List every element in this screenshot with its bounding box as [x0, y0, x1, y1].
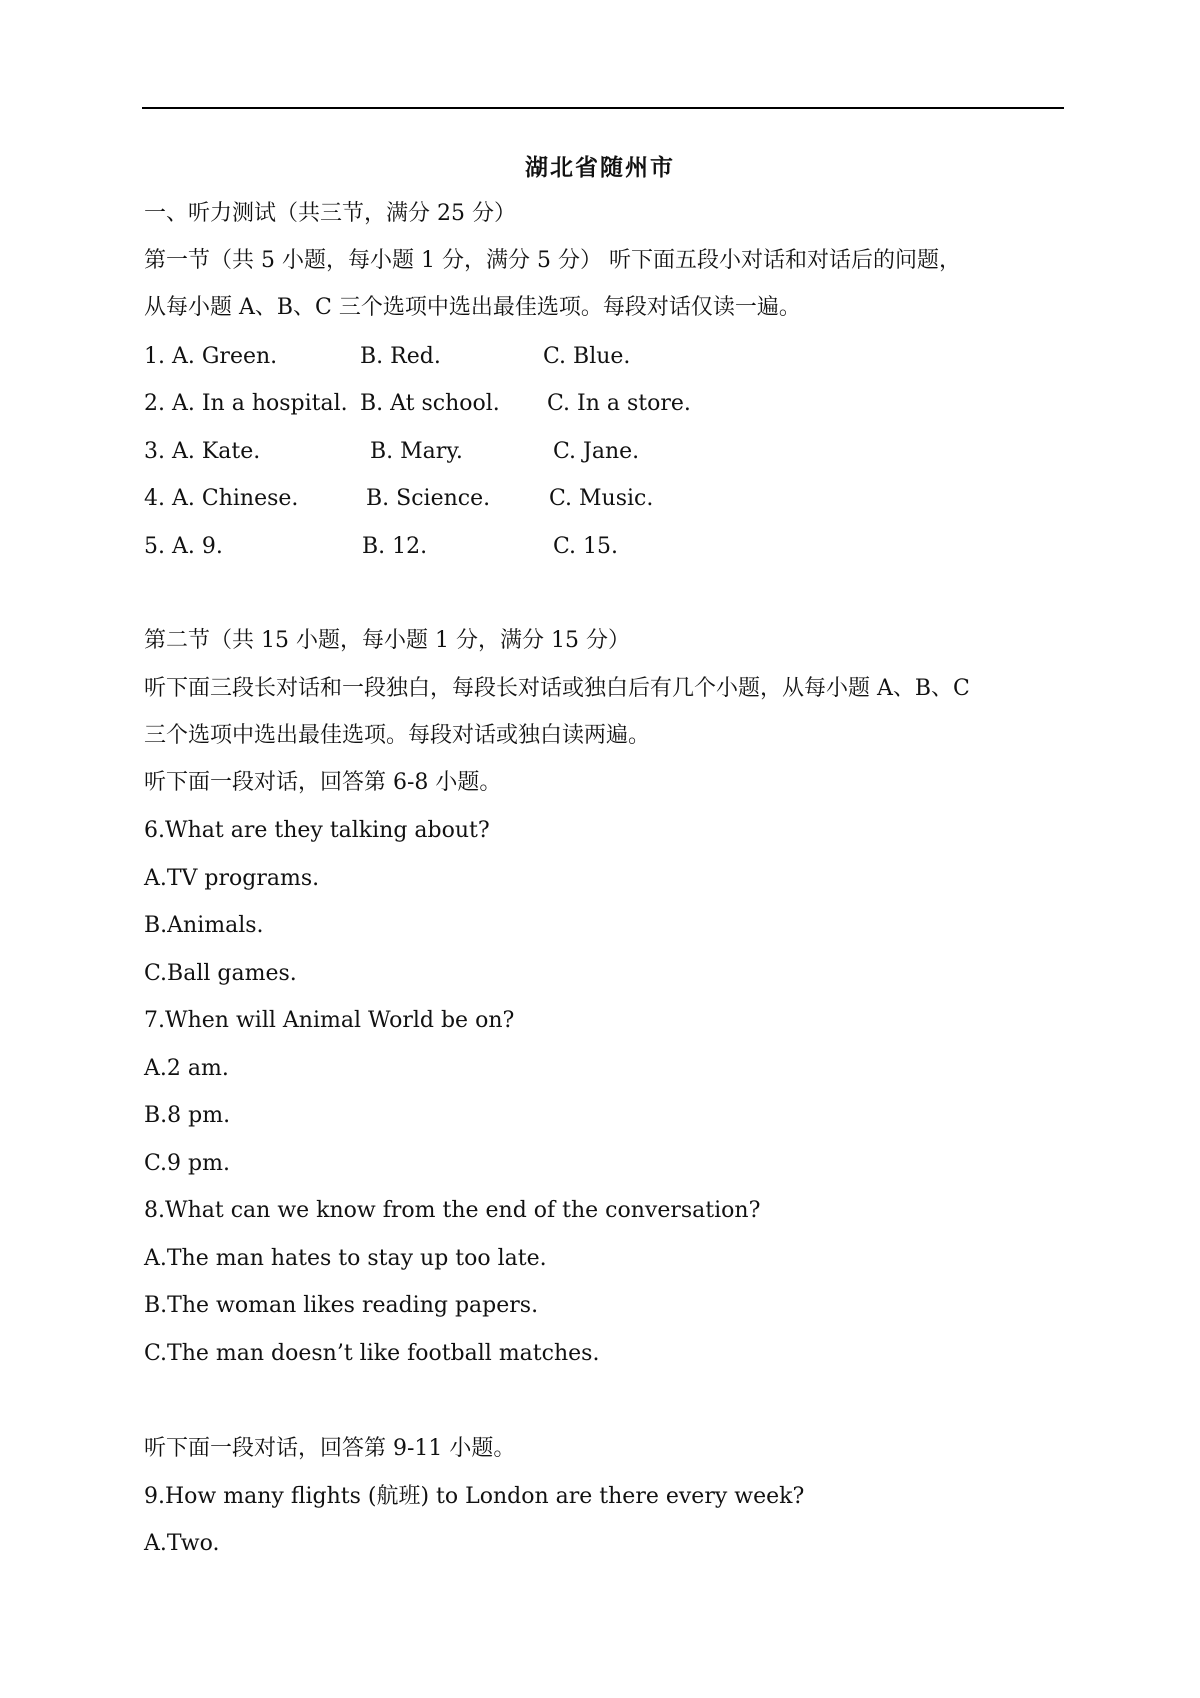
q6-option-c: C.Ball games.	[144, 961, 297, 986]
q7-option-a: A.2 am.	[144, 1056, 229, 1081]
part1-heading: 一、听力测试（共三节，满分 25 分）	[144, 201, 516, 226]
q2-option-c: C. In a store.	[547, 391, 691, 416]
q1-option-a: 1. A. Green.	[144, 344, 278, 369]
q4-option-c: C. Music.	[549, 486, 654, 511]
section2-intro-line2: 三个选项中选出最佳选项。每段对话或独白读两遍。	[144, 723, 651, 748]
q4-option-b: B. Science.	[366, 486, 491, 511]
q8-option-c: C.The man doesn’t like football matches.	[144, 1341, 600, 1366]
header-rule	[142, 107, 1064, 109]
q7-question: 7.When will Animal World be on?	[144, 1008, 515, 1033]
q6-option-b: B.Animals.	[144, 913, 264, 938]
q7-option-b: B.8 pm.	[144, 1103, 231, 1128]
section2-heading: 第二节（共 15 小题，每小题 1 分，满分 15 分）	[144, 628, 630, 653]
q5-option-c: C. 15.	[553, 534, 619, 559]
dialogue1-intro: 听下面一段对话，回答第 6-8 小题。	[144, 770, 502, 795]
document-title: 湖北省随州市	[525, 155, 675, 181]
q6-question: 6.What are they talking about?	[144, 818, 490, 843]
q9-question: 9.How many flights (航班) to London are there every week?	[144, 1484, 805, 1509]
section2-intro-line1: 听下面三段长对话和一段独白，每段长对话或独白后有几个小题，从每小题 A、B、C	[144, 676, 970, 701]
q7-option-c: C.9 pm.	[144, 1151, 230, 1176]
q5-option-b: B. 12.	[362, 534, 428, 559]
q3-option-c: C. Jane.	[553, 439, 640, 464]
q8-option-a: A.The man hates to stay up too late.	[144, 1246, 547, 1271]
dialogue2-intro: 听下面一段对话，回答第 9-11 小题。	[144, 1436, 516, 1461]
q8-option-b: B.The woman likes reading papers.	[144, 1293, 539, 1318]
q9-option-a: A.Two.	[144, 1531, 220, 1556]
q2-option-a: 2. A. In a hospital.	[144, 391, 348, 416]
q8-question: 8.What can we know from the end of the conversation?	[144, 1198, 761, 1223]
q6-option-a: A.TV programs.	[144, 866, 320, 891]
q1-option-b: B. Red.	[360, 344, 441, 369]
q2-option-b: B. At school.	[360, 391, 500, 416]
q5-option-a: 5. A. 9.	[144, 534, 223, 559]
q3-option-a: 3. A. Kate.	[144, 439, 261, 464]
q4-option-a: 4. A. Chinese.	[144, 486, 299, 511]
q1-option-c: C. Blue.	[543, 344, 631, 369]
section1-intro-line2: 从每小题 A、B、C 三个选项中选出最佳选项。每段对话仅读一遍。	[144, 295, 801, 320]
q3-option-b: B. Mary.	[370, 439, 463, 464]
section1-intro-line1: 第一节（共 5 小题，每小题 1 分，满分 5 分） 听下面五段小对话和对话后的问题，	[144, 248, 961, 273]
